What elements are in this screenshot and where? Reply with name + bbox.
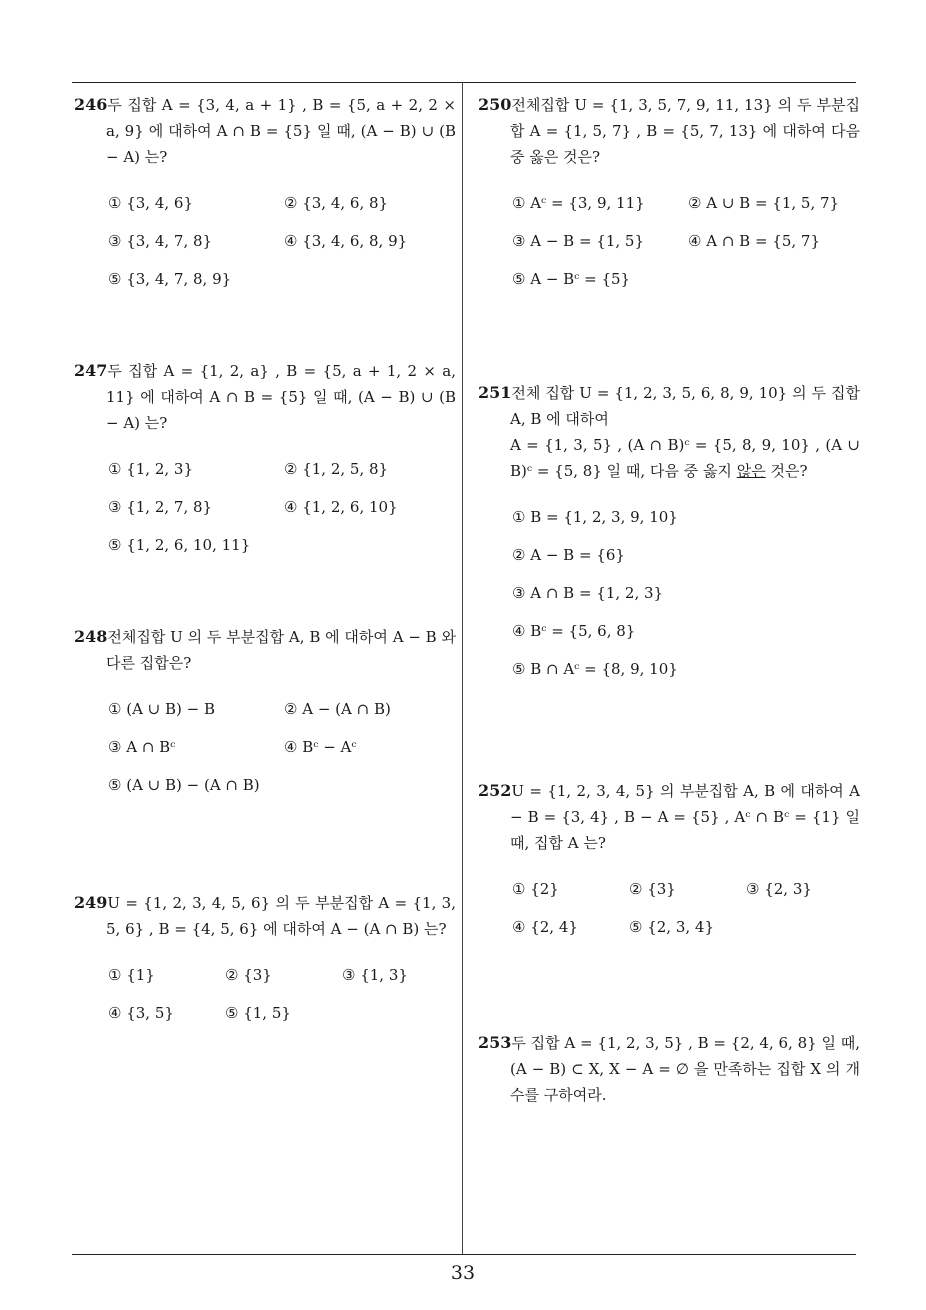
page-number: 33 <box>450 1262 476 1284</box>
choice-4[interactable]: ④ Bᶜ − Aᶜ <box>284 738 357 756</box>
choice-2[interactable]: ② {1, 2, 5, 8} <box>284 460 389 478</box>
problem-stem <box>478 778 860 856</box>
choice-3[interactable]: ③ {2, 3} <box>746 880 812 898</box>
choice-5[interactable]: ⑤ {3, 4, 7, 8, 9} <box>108 270 232 288</box>
choice-4[interactable]: ④ Bᶜ = {5, 6, 8} <box>512 622 636 640</box>
problem-number: 247 <box>74 361 108 380</box>
footer-rule <box>72 1254 856 1255</box>
problem-stem <box>478 1030 860 1108</box>
problem-number: 252 <box>478 781 512 800</box>
problem-249 <box>74 890 456 1038</box>
problem-number: 250 <box>478 95 512 114</box>
problem-251 <box>478 380 860 694</box>
choice-5[interactable]: ⑤ A − Bᶜ = {5} <box>512 270 631 288</box>
problem-248 <box>74 624 456 810</box>
choice-3[interactable]: ③ {1, 2, 7, 8} <box>108 498 213 516</box>
problem-number: 251 <box>478 383 512 402</box>
problem-number: 253 <box>478 1033 512 1052</box>
choice-list <box>74 962 456 1026</box>
column-divider <box>462 82 463 1254</box>
problem-text-condition: A = {1, 3, 5} , (A ∩ B)ᶜ = {5, 8, 9, 10} , (A ∪ B)ᶜ = {5, 8} 일 때, 다음 중 옳지 <box>510 436 860 480</box>
choice-list <box>74 190 456 292</box>
choice-4[interactable]: ④ {2, 4} <box>512 918 578 936</box>
choice-3[interactable]: ③ A ∩ B = {1, 2, 3} <box>512 584 664 602</box>
choice-5[interactable]: ⑤ {1, 5} <box>225 1004 291 1022</box>
choice-4[interactable]: ④ A ∩ B = {5, 7} <box>688 232 820 250</box>
header-rule <box>72 82 856 83</box>
choice-3[interactable]: ③ {3, 4, 7, 8} <box>108 232 213 250</box>
choice-2[interactable]: ② A − (A ∩ B) <box>284 700 391 718</box>
problem-247 <box>74 358 456 570</box>
choice-5[interactable]: ⑤ {2, 3, 4} <box>629 918 715 936</box>
problem-246 <box>74 92 456 304</box>
choice-2[interactable]: ② A ∪ B = {1, 5, 7} <box>688 194 840 212</box>
problem-text: U = {1, 2, 3, 4, 5, 6} 의 두 부분집합 A = {1, 3, 5, 6} , B = {4, 5, 6} 에 대하여 A − (A ∩ B) 는? <box>106 894 456 938</box>
problem-text: 전체집합 U 의 두 부분집합 A, B 에 대하여 A − B 와 다른 집합은? <box>106 628 456 672</box>
problem-number: 249 <box>74 893 108 912</box>
choice-2[interactable]: ② A − B = {6} <box>512 546 625 564</box>
choice-2[interactable]: ② {3, 4, 6, 8} <box>284 194 389 212</box>
choice-4[interactable]: ④ {3, 4, 6, 8, 9} <box>284 232 408 250</box>
problem-text-end: 것은? <box>770 462 808 480</box>
problem-text: U = {1, 2, 3, 4, 5} 의 부분집합 A, B 에 대하여 A − B = {3, 4} , B − A = {5} , Aᶜ ∩ Bᶜ = {1} 일 때, 집합 A 는? <box>510 782 860 852</box>
problem-text: 전체 집합 U = {1, 2, 3, 5, 6, 8, 9, 10} 의 두 집합 A, B 에 대하여 <box>510 384 860 428</box>
choice-3[interactable]: ③ A ∩ Bᶜ <box>108 738 176 756</box>
problem-250 <box>478 92 860 304</box>
choice-4[interactable]: ④ {3, 5} <box>108 1004 174 1022</box>
problem-253 <box>478 1030 860 1108</box>
choice-2[interactable]: ② {3} <box>225 966 272 984</box>
choice-5[interactable]: ⑤ (A ∪ B) − (A ∩ B) <box>108 776 260 794</box>
choice-list <box>478 190 860 292</box>
choice-1[interactable]: ① (A ∪ B) − B <box>108 700 216 718</box>
choice-1[interactable]: ① {1, 2, 3} <box>108 460 194 478</box>
problem-stem <box>478 92 860 170</box>
choice-3[interactable]: ③ A − B = {1, 5} <box>512 232 644 250</box>
problem-number: 246 <box>74 95 108 114</box>
problem-text: 두 집합 A = {1, 2, 3, 5} , B = {2, 4, 6, 8} 일 때, (A − B) ⊂ X, X − A = ∅ 을 만족하는 집합 X 의 개수를 구하여라. <box>510 1034 860 1104</box>
choice-1[interactable]: ① {2} <box>512 880 559 898</box>
choice-list <box>74 456 456 558</box>
problem-stem <box>74 358 456 436</box>
choice-4[interactable]: ④ {1, 2, 6, 10} <box>284 498 398 516</box>
problem-stem <box>74 624 456 676</box>
problem-number: 248 <box>74 627 108 646</box>
choice-list <box>478 876 860 940</box>
choice-1[interactable]: ① Aᶜ = {3, 9, 11} <box>512 194 645 212</box>
choice-5[interactable]: ⑤ {1, 2, 6, 10, 11} <box>108 536 251 554</box>
problem-252 <box>478 778 860 952</box>
choice-3[interactable]: ③ {1, 3} <box>342 966 408 984</box>
choice-2[interactable]: ② {3} <box>629 880 676 898</box>
problem-stem <box>74 92 456 170</box>
problem-stem <box>74 890 456 942</box>
underlined-word: 않은 <box>736 462 766 480</box>
choice-list <box>478 504 860 682</box>
choice-1[interactable]: ① B = {1, 2, 3, 9, 10} <box>512 508 678 526</box>
problem-stem <box>478 380 860 484</box>
problem-text: 두 집합 A = {3, 4, a + 1} , B = {5, a + 2, 2 × a, 9} 에 대하여 A ∩ B = {5} 일 때, (A − B) ∪ (B − A) 는? <box>106 96 456 166</box>
choice-1[interactable]: ① {3, 4, 6} <box>108 194 194 212</box>
choice-list <box>74 696 456 798</box>
choice-5[interactable]: ⑤ B ∩ Aᶜ = {8, 9, 10} <box>512 660 678 678</box>
problem-text: 두 집합 A = {1, 2, a} , B = {5, a + 1, 2 × a, 11} 에 대하여 A ∩ B = {5} 일 때, (A − B) ∪ (B − A) 는? <box>106 362 456 432</box>
problem-text: 전체집합 U = {1, 3, 5, 7, 9, 11, 13} 의 두 부분집합 A = {1, 5, 7} , B = {5, 7, 13} 에 대하여 다음 중 옳은 것은? <box>510 96 860 166</box>
choice-1[interactable]: ① {1} <box>108 966 155 984</box>
